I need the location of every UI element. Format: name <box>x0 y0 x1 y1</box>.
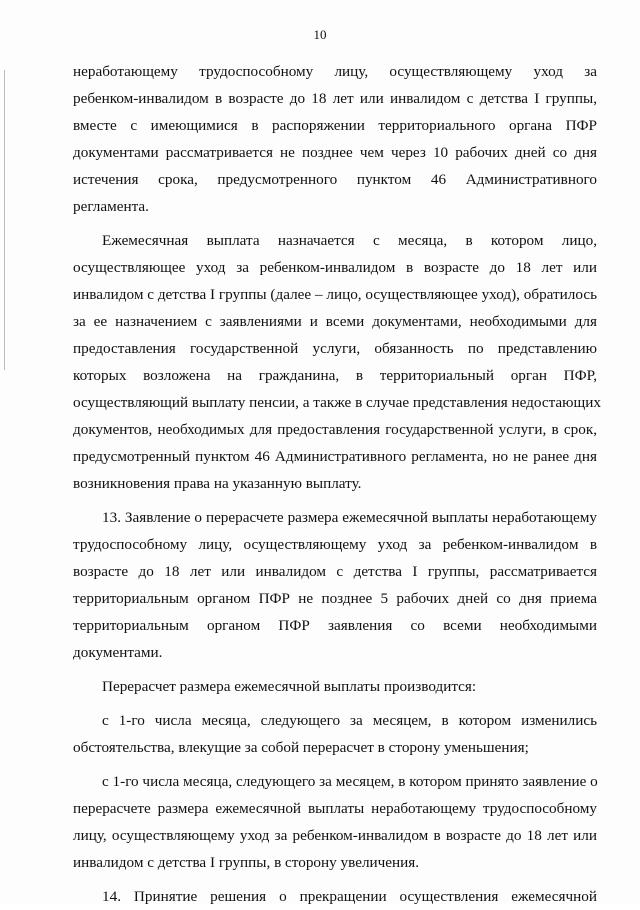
text-line: инвалидом с детства I группы, в сторону увеличения. <box>73 854 420 871</box>
text-line: инвалидом с детства I группы (далее – лицо, осуществляющее уход), обратилось <box>73 286 597 303</box>
text-line: документами. <box>73 644 163 661</box>
text-line: территориальным органом ПФР не позднее 5 рабочих дней со дня приема <box>73 590 597 607</box>
text-line: за ее назначением с заявлениями и всеми документами, необходимыми для <box>73 313 597 330</box>
text-line: истечения срока, предусмотренного пунктом 46 Административного <box>73 171 597 188</box>
paragraph-14 <box>73 883 597 910</box>
paragraph-2 <box>73 227 601 497</box>
text-line: предусмотренный пунктом 46 Административного регламента, но не ранее дня <box>73 448 597 465</box>
text-line: с 1-го числа месяца, следующего за месяцем, в котором изменились <box>102 712 597 729</box>
text-line: с 1-го числа месяца, следующего за месяцем, в котором принято заявление о <box>102 773 598 790</box>
text-line: Перерасчет размера ежемесячной выплаты производится: <box>102 678 477 695</box>
text-line: осуществляющий выплату пенсии, а также в случае представления недостающих <box>73 394 601 411</box>
paragraph-recalc-intro <box>73 673 597 700</box>
text-line: лицу, осуществляющему уход за ребенком-инвалидом в возрасте до 18 лет или <box>73 827 597 844</box>
text-line: вместе с имеющимися в распоряжении территориального органа ПФР <box>73 117 597 134</box>
text-line: 13. Заявление о перерасчете размера ежемесячной выплаты неработающему <box>102 509 597 526</box>
text-line: возрасте до 18 лет или инвалидом с детства I группы, рассматривается <box>73 563 597 580</box>
scan-edge-line <box>4 70 5 370</box>
text-line: документов, необходимых для предоставления государственной услуги, в срок, <box>73 421 597 438</box>
text-line: документами рассматривается не позднее чем через 10 рабочих дней со дня <box>73 144 597 161</box>
text-line: возникновения права на указанную выплату. <box>73 475 362 492</box>
paragraph-1 <box>73 58 597 220</box>
text-line: обстоятельства, влекущие за собой перерасчет в сторону уменьшения; <box>73 739 529 756</box>
text-line: 14. Принятие решения о прекращении осуществления ежемесячной <box>102 888 597 905</box>
paragraph-recalc-increase <box>73 768 597 876</box>
text-line: Ежемесячная выплата назначается с месяца, в котором лицо, <box>102 232 597 249</box>
document-body <box>73 58 601 910</box>
paragraph-recalc-decrease <box>73 707 597 761</box>
text-line: перерасчете размера ежемесячной выплаты неработающему трудоспособному <box>73 800 597 817</box>
text-line: трудоспособному лицу, осуществляющему уход за ребенком-инвалидом в <box>73 536 597 553</box>
text-line: осуществляющее уход за ребенком-инвалидом в возрасте до 18 лет или <box>73 259 597 276</box>
text-line: предоставления государственной услуги, обязанность по представлению <box>73 340 597 357</box>
paragraph-13 <box>73 504 597 666</box>
text-line: неработающему трудоспособному лицу, осуществляющему уход за <box>73 63 597 80</box>
text-line: ребенком-инвалидом в возрасте до 18 лет или инвалидом с детства I группы, <box>73 90 597 107</box>
text-line: регламента. <box>73 198 149 215</box>
page-number: 10 <box>313 27 327 42</box>
text-line: территориальным органом ПФР заявления со всеми необходимыми <box>73 617 597 634</box>
text-line: которых возложена на гражданина, в территориальный орган ПФР, <box>73 367 597 384</box>
